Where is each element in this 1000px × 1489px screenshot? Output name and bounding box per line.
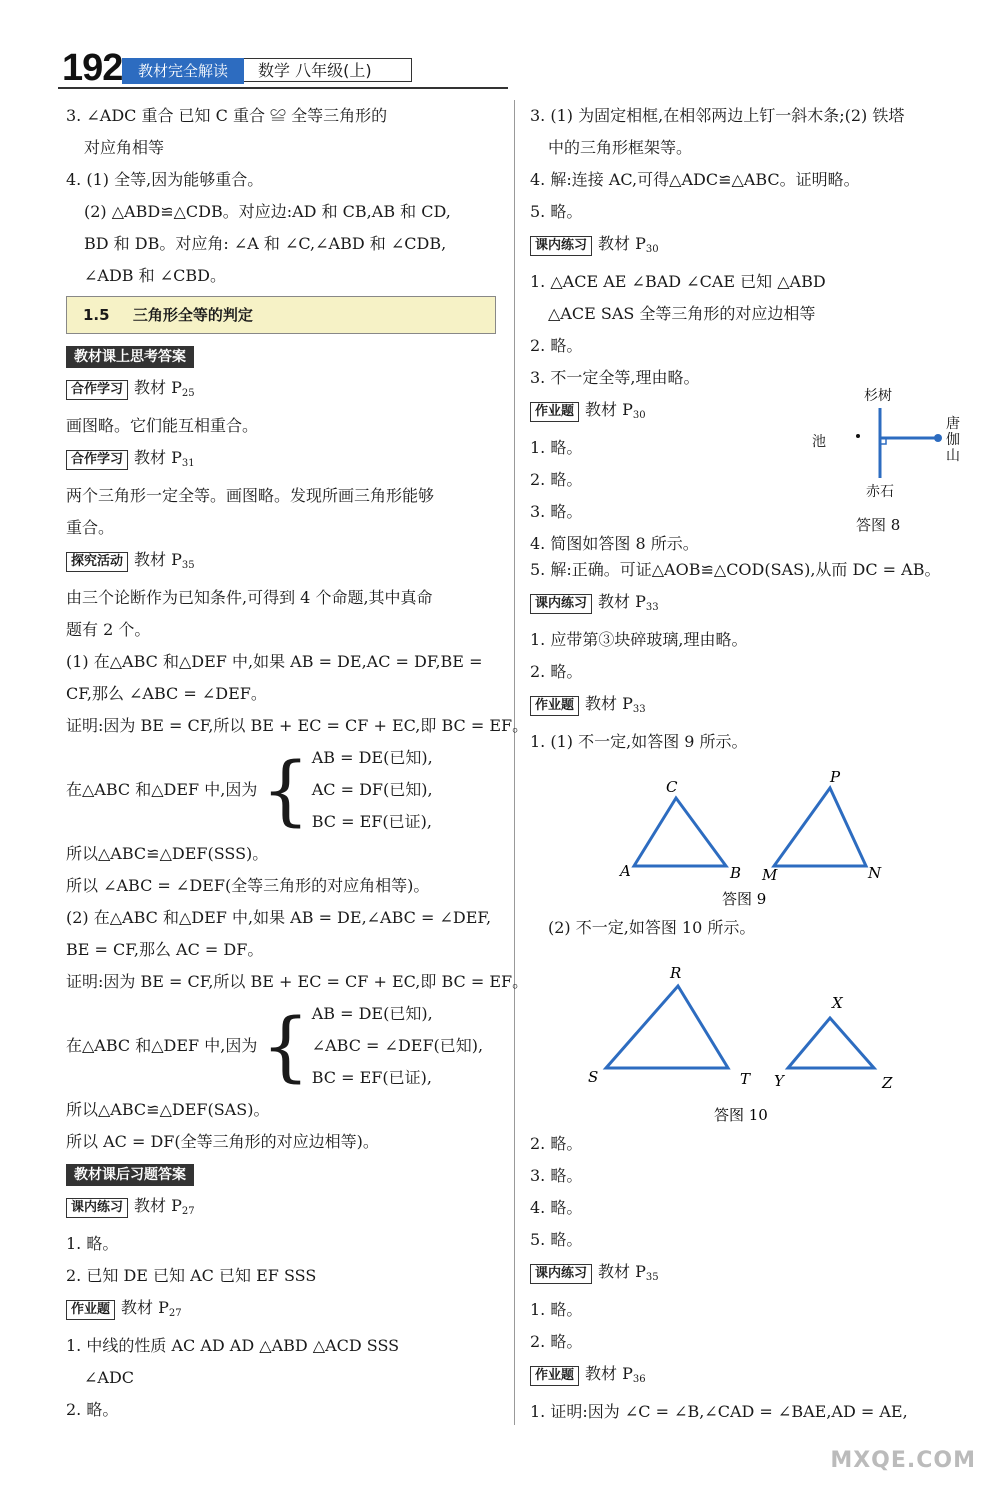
label-mountain: 山: [946, 448, 960, 464]
page-header: [0, 0, 1000, 100]
label-tang: 唐: [946, 416, 960, 432]
answer-line: 两个三角形一定全等。画图略。发现所画三角形能够: [66, 486, 435, 505]
exercise-ref: [530, 1358, 970, 1396]
answer-line: 2. 略。: [530, 662, 583, 681]
exercise-tag: 作业题: [530, 1366, 579, 1386]
answer-line: BE = CF,那么 AC = DF。: [66, 940, 264, 959]
textbook-ref: 教材 P: [598, 592, 646, 611]
label-chishi: 赤石: [866, 484, 894, 500]
answer-line: 1. 证明:因为 ∠C = ∠B,∠CAD = ∠BAE,AD = AE,: [530, 1402, 908, 1421]
answer-line: 5. 解:正确。可证△AOB≌△COD(SAS),从而 DC = AB。: [530, 560, 941, 579]
triangle-xyz: [788, 1018, 874, 1068]
exercise-tag: 作业题: [66, 1300, 115, 1320]
section-number: 1.5: [83, 306, 110, 324]
exercise-ref: [66, 442, 496, 480]
answer-line: 2. 略。: [530, 336, 583, 355]
page-sub: 35: [645, 1272, 659, 1283]
answer-line: 1. 略。: [530, 1300, 583, 1319]
answer-line: 3. 略。: [530, 502, 583, 521]
page-sub: 33: [645, 602, 659, 613]
answer-line: BD 和 DB。对应角: ∠A 和 ∠C,∠ABD 和 ∠CDB,: [84, 234, 447, 253]
textbook-ref: 教材 P: [134, 378, 182, 397]
answer-line: ∠ADC: [84, 1368, 135, 1387]
exercise-ref: [530, 586, 970, 624]
header-rule: [58, 87, 508, 89]
answer-line: 1. 略。: [66, 1234, 119, 1253]
answer-line: 2. 已知 DE 已知 AC 已知 EF SSS: [66, 1266, 317, 1285]
answer-line: 3. (1) 为固定相框,在相邻两边上钉一斜木条;(2) 铁塔: [530, 106, 905, 125]
exercise-tag: 课内练习: [530, 594, 592, 614]
answer-line: CF,那么 ∠ABC = ∠DEF。: [66, 684, 267, 703]
answer-line: 2. 略。: [530, 1332, 583, 1351]
label-m: M: [762, 866, 778, 884]
figure-8-sketch: [800, 386, 980, 536]
page-sub: 31: [181, 458, 195, 469]
proof-line: ∠ABC = ∠DEF(已知),: [311, 1036, 484, 1055]
pond-point: [856, 434, 860, 438]
exercise-tag: 作业题: [530, 402, 579, 422]
page-sub: 27: [168, 1308, 182, 1319]
textbook-ref: 教材 P: [134, 1196, 182, 1215]
section-banner: [66, 296, 496, 334]
answer-line: 4. (1) 全等,因为能够重合。: [66, 170, 264, 189]
label-s: S: [588, 1068, 599, 1086]
answer-line: 5. 略。: [530, 202, 583, 221]
answer-line: (2) 在△ABC 和△DEF 中,如果 AB = DE,∠ABC = ∠DEF,: [66, 908, 492, 927]
label-chi: 池: [812, 434, 826, 450]
page-sub: 35: [181, 560, 195, 571]
textbook-ref: 教材 P: [585, 694, 633, 713]
answer-line: 证明:因为 BE = CF,所以 BE + EC = CF + EC,即 BC = EF。: [66, 972, 529, 991]
answer-line: 所以△ABC≌△DEF(SSS)。: [66, 844, 269, 863]
page-number: 192: [62, 47, 123, 89]
label-shan: 杉树: [864, 388, 892, 404]
page-sub: 30: [645, 244, 659, 255]
answer-line: 1. 略。: [530, 438, 583, 457]
exercise-ref: [530, 688, 970, 726]
exercise-ref: [66, 1292, 496, 1330]
exercise-ref: [530, 228, 970, 266]
textbook-ref: 教材 P: [121, 1298, 169, 1317]
left-column: [66, 100, 529, 1426]
right-column: [530, 100, 970, 1428]
exercise-ref: [66, 544, 496, 582]
answer-line: 2. 略。: [530, 1134, 583, 1153]
answer-line: △ACE SAS 全等三角形的对应边相等: [548, 304, 816, 323]
figure-10: [530, 944, 970, 1124]
exercise-tag: 探究活动: [66, 552, 128, 572]
label-z: Z: [882, 1074, 893, 1092]
watermark: MXQE.COM: [830, 1448, 976, 1473]
answer-line: 证明:因为 BE = CF,所以 BE + EC = CF + EC,即 BC = EF。: [66, 716, 529, 735]
answer-line: (2) 不一定,如答图 10 所示。: [548, 918, 756, 937]
proof-line: AB = DE(已知),: [311, 748, 433, 767]
answer-line: 对应角相等: [84, 138, 165, 157]
answer-line: 重合。: [66, 518, 115, 537]
column-divider: [514, 100, 515, 1425]
triangle-mnp: [774, 788, 866, 866]
proof-prefix: 在△ABC 和△DEF 中,因为: [66, 1036, 258, 1055]
page-sub: 36: [632, 1374, 646, 1385]
triangle-rst: [606, 986, 728, 1068]
brace-symbol: {: [261, 1001, 310, 1090]
subsection-heading: 教材课后习题答案: [66, 1164, 194, 1186]
figure-caption: 答图 8: [856, 516, 901, 534]
section-title: 三角形全等的判定: [132, 306, 253, 324]
answer-line: 3. 不一定全等,理由略。: [530, 368, 700, 387]
answer-line: 1. 应带第③块碎玻璃,理由略。: [530, 630, 748, 649]
proof-prefix: 在△ABC 和△DEF 中,因为: [66, 780, 258, 799]
label-jia: 伽: [946, 432, 960, 448]
book-label: 教材完全解读: [122, 58, 244, 84]
answer-line: 2. 略。: [530, 470, 583, 489]
homework-block-with-figure-8: [530, 388, 970, 554]
answer-line: 1. 中线的性质 AC AD AD △ABD △ACD SSS: [66, 1336, 400, 1355]
subsection-heading: 教材课上思考答案: [66, 346, 194, 368]
figure-caption: 答图 10: [714, 1106, 768, 1124]
proof-line: AC = DF(已知),: [311, 780, 433, 799]
answer-line: 画图略。它们能互相重合。: [66, 416, 259, 435]
label-a: A: [620, 862, 631, 880]
exercise-ref: [66, 1190, 496, 1228]
exercise-tag: 课内练习: [530, 236, 592, 256]
textbook-ref: 教材 P: [585, 1364, 633, 1383]
answer-line: 所以 ∠ABC = ∠DEF(全等三角形的对应角相等)。: [66, 876, 430, 895]
answer-line: 所以 AC = DF(全等三角形的对应边相等)。: [66, 1132, 379, 1151]
exercise-tag: 作业题: [530, 696, 579, 716]
exercise-ref: [530, 1256, 970, 1294]
brace-symbol: {: [261, 745, 310, 834]
label-c: C: [666, 778, 678, 796]
proof-line: BC = EF(已证),: [311, 1068, 432, 1087]
textbook-ref: 教材 P: [598, 234, 646, 253]
answer-line: (2) △ABD≌△CDB。对应边:AD 和 CB,AB 和 CD,: [84, 202, 451, 221]
proof-line: BC = EF(已证),: [311, 812, 432, 831]
answer-line: 中的三角形框架等。: [548, 138, 693, 157]
answer-line: 1. △ACE AE ∠BAD ∠CAE 已知 △ABD: [530, 272, 826, 291]
answer-line: 5. 略。: [530, 1230, 583, 1249]
answer-line: 3. 略。: [530, 1166, 583, 1185]
answer-line: 所以△ABC≌△DEF(SAS)。: [66, 1100, 270, 1119]
answer-line: 4. 略。: [530, 1198, 583, 1217]
label-r: R: [670, 964, 682, 982]
proof-brace-block: [66, 742, 496, 838]
answer-line: (1) 在△ABC 和△DEF 中,如果 AB = DE,AC = DF,BE =: [66, 652, 483, 671]
answer-line: 4. 简图如答图 8 所示。: [530, 534, 699, 553]
page-sub: 25: [181, 388, 195, 399]
label-p: P: [830, 768, 841, 786]
label-x: X: [832, 994, 843, 1012]
textbook-ref: 教材 P: [134, 550, 182, 569]
answer-line: 3. ∠ADC 重合 已知 C 重合 ≌ 全等三角形的: [66, 106, 388, 125]
page-sub: 27: [181, 1206, 195, 1217]
proof-line: AB = DE(已知),: [311, 1004, 433, 1023]
exercise-tag: 合作学习: [66, 380, 128, 400]
answer-line: 1. (1) 不一定,如答图 9 所示。: [530, 732, 748, 751]
figure-caption: 答图 9: [722, 890, 767, 908]
proof-brace-block: [66, 998, 496, 1094]
figure-9: [530, 758, 970, 908]
answer-line: 由三个论断作为已知条件,可得到 4 个命题,其中真命: [66, 588, 433, 607]
answer-line: ∠ADB 和 ∠CBD。: [84, 266, 226, 285]
exercise-tag: 课内练习: [530, 1264, 592, 1284]
answer-line: 4. 解:连接 AC,可得△ADC≌△ABC。证明略。: [530, 170, 860, 189]
label-t: T: [740, 1070, 751, 1088]
answer-line: 题有 2 个。: [66, 620, 151, 639]
triangle-abc: [634, 798, 726, 866]
exercise-ref: [66, 372, 496, 410]
page-sub: 33: [632, 704, 646, 715]
mountain-point: [934, 434, 942, 442]
textbook-ref: 教材 P: [585, 400, 633, 419]
label-y: Y: [774, 1072, 784, 1090]
exercise-tag: 课内练习: [66, 1198, 128, 1218]
label-b: B: [730, 864, 742, 882]
label-n: N: [868, 864, 882, 882]
page-sub: 30: [632, 410, 646, 421]
textbook-ref: 教材 P: [134, 448, 182, 467]
textbook-ref: 教材 P: [598, 1262, 646, 1281]
answer-line: 2. 略。: [66, 1400, 119, 1419]
exercise-tag: 合作学习: [66, 450, 128, 470]
subject-label: 数学 八年级(上): [244, 58, 412, 82]
